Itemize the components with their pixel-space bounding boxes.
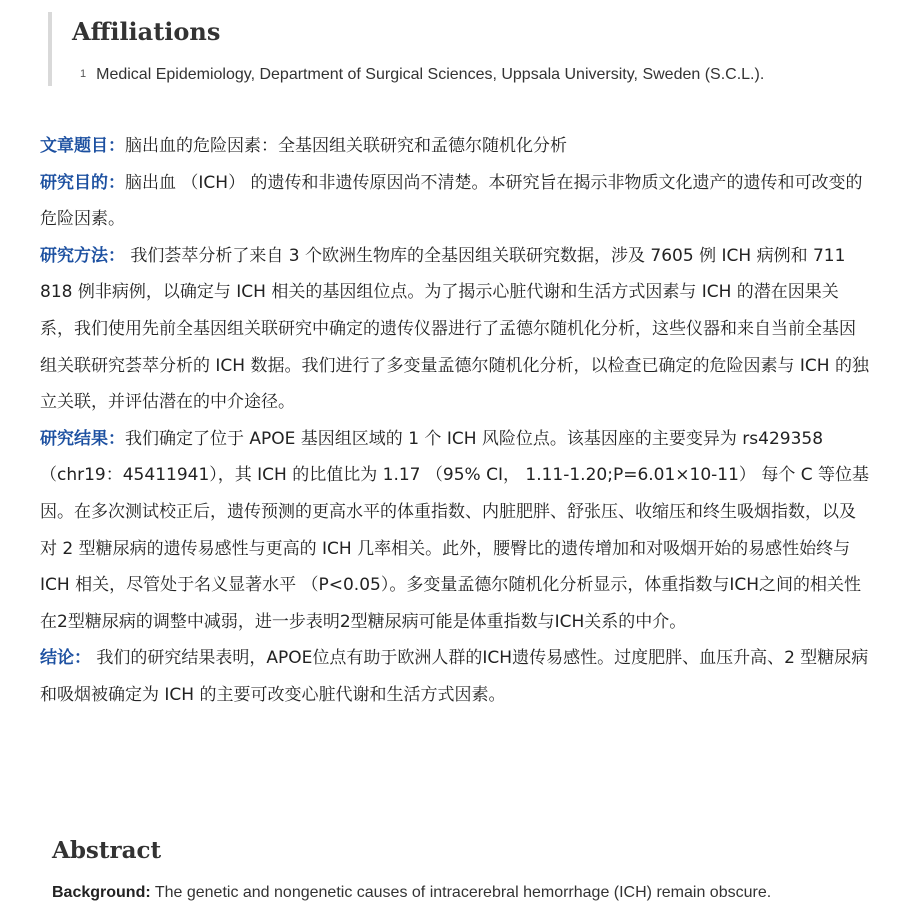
chinese-summary bbox=[40, 128, 870, 714]
summary-title-text: 脑出血的危险因素：全基因组关联研究和孟德尔随机化分析 bbox=[125, 136, 567, 156]
summary-title-label: 文章题目： bbox=[40, 136, 125, 156]
affiliations-heading: Affiliations bbox=[72, 17, 221, 46]
summary-purpose-text: 脑出血 （ICH） 的遗传和非遗传原因尚不清楚。本研究旨在揭示非物质文化遗产的遗传和可改变的危险因素。 bbox=[40, 172, 863, 230]
summary-conclusion-paragraph bbox=[40, 640, 870, 713]
summary-results-text: 我们确定了位于 APOE 基因组区域的 1 个 ICH 风险位点。该基因座的主要变异为 rs429358 （chr19：45411941），其 ICH 的比值比为 1.17 （95% CI， 1.11-1.20;P=6.01×10-11） 每个 C 等位基因。在多次测试校正后，遗传预测的更高水平的体重指数、内脏肥胖、舒张压、收缩压和终生吸烟指数，以及对 2 型糖尿病的遗传易感性与更高的 ICH 几率相关。此外，腰臀比的遗传增加和对吸烟开始的易感性始终与 ICH 相关，尽管处于名义显著水平 （P<0.05）。多变量孟德尔随机化分析显示，体重指数与ICH之间的相关性在2型糖尿病的调整中减弱，进一步表明2型糖尿病可能是体重指数与ICH关系的中介。 bbox=[40, 428, 870, 632]
summary-title-paragraph bbox=[40, 128, 870, 165]
affiliation-item bbox=[80, 63, 764, 86]
affiliation-text: Medical Epidemiology, Department of Surgical Sciences, Uppsala University, Sweden (S.C.L.). bbox=[96, 66, 765, 83]
abstract-background-paragraph bbox=[52, 881, 892, 905]
abstract-background-label: Background: bbox=[52, 884, 151, 901]
summary-methods-text: 我们荟萃分析了来自 3 个欧洲生物库的全基因组关联研究数据，涉及 7605 例 ICH 病例和 711 818 例非病例，以确定与 ICH 相关的基因组位点。为了揭示心脏代谢和生活方式因素与 ICH 的潜在因果关系，我们使用先前全基因组关联研究中确定的遗传仪器进行了孟德尔随机化分析，这些仪器和来自当前全基因组关联研究荟萃分析的 ICH 数据。我们进行了多变量孟德尔随机化分析，以检查已确定的危险因素与 ICH 的独立关联，并评估潜在的中介途径。 bbox=[40, 245, 869, 413]
summary-conclusion-text: 我们的研究结果表明，APOE位点有助于欧洲人群的ICH遗传易感性。过度肥胖、血压升高、2 型糖尿病和吸烟被确定为 ICH 的主要可改变心脏代谢和生活方式因素。 bbox=[40, 648, 869, 705]
summary-purpose-paragraph bbox=[40, 165, 870, 238]
summary-methods-paragraph bbox=[40, 238, 870, 421]
summary-methods-label: 研究方法： bbox=[40, 245, 125, 266]
summary-purpose-label: 研究目的： bbox=[40, 172, 125, 193]
affiliation-number: 1 bbox=[80, 68, 87, 80]
abstract-heading: Abstract bbox=[52, 837, 162, 864]
summary-results-paragraph bbox=[40, 421, 870, 641]
abstract-background-text: The genetic and nongenetic causes of intracerebral hemorrhage (ICH) remain obscure. bbox=[150, 884, 772, 901]
summary-conclusion-label: 结论： bbox=[40, 648, 91, 669]
affiliations-section bbox=[48, 12, 872, 86]
summary-results-label: 研究结果： bbox=[40, 428, 125, 449]
